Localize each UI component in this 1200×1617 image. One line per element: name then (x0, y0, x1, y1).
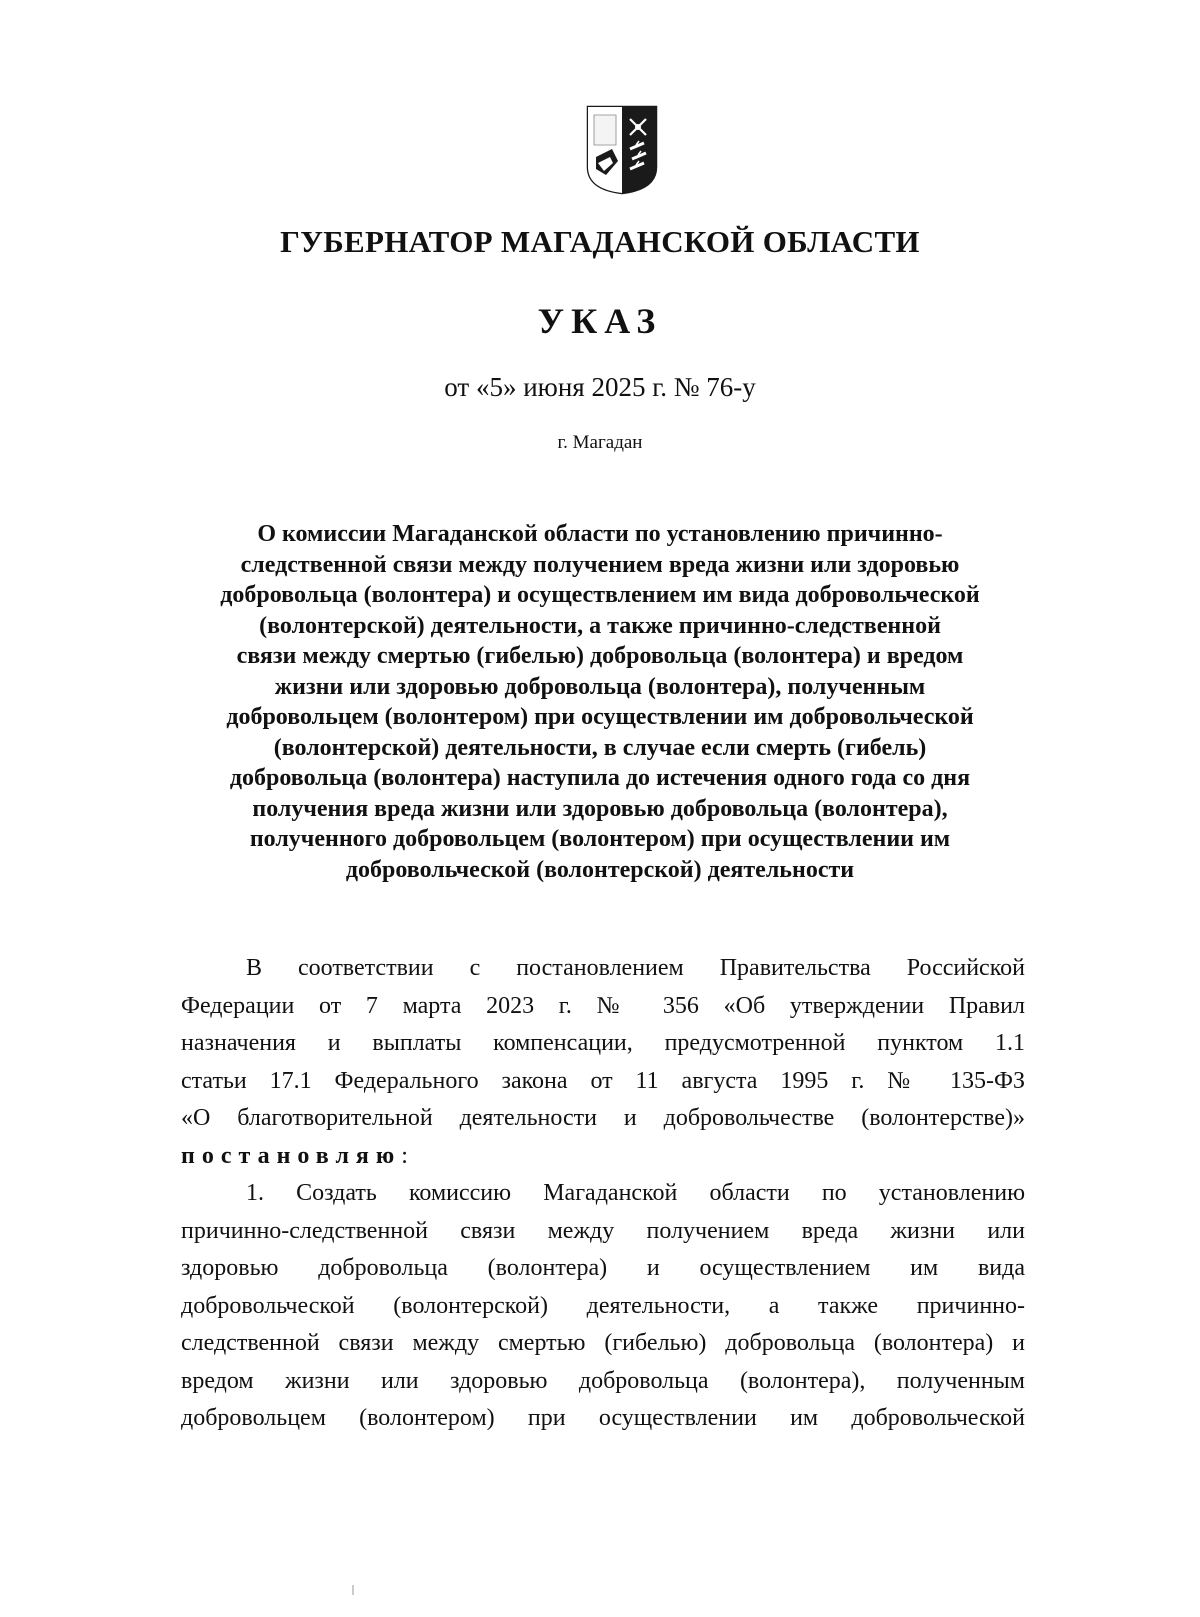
title-line: добровольца (волонтера) наступила до истечения одного года со дня (229, 765, 971, 791)
magadan-coat-of-arms-icon (586, 105, 658, 195)
preamble-line: назначения и выплаты компенсации, предусмотренной пунктом 1.1 (181, 1030, 1025, 1056)
preamble-line: «О благотворительной деятельности и добровольчестве (волонтерстве)» (181, 1105, 1025, 1131)
issue-city: г. Магадан (557, 432, 643, 453)
preamble-line: Федерации от 7 марта 2023 г. № 356 «Об утверждении Правил (181, 992, 1025, 1019)
preamble-line: В соответствии с постановлением Правительства Российской (246, 955, 1025, 981)
date-and-number: от «5» июня 2025 г. № 76-у (444, 372, 756, 402)
item-line: добровольческой (волонтерской) деятельности, а также причинно- (181, 1292, 1025, 1319)
resolve-line (181, 1138, 1025, 1176)
title-line: добровольцем (волонтером) при осуществлении им добровольческой (226, 704, 974, 730)
scan-artifact (352, 1585, 354, 1595)
title-line: получения вреда жизни или здоровью добровольца (волонтера), (252, 795, 948, 822)
decree-title (150, 519, 1050, 885)
item-1-paragraph (181, 1175, 1025, 1438)
title-line: О комиссии Магаданской области по установлению причинно- (257, 521, 943, 547)
item-line: 1. Создать комиссию Магаданской области по установлению (246, 1180, 1025, 1206)
title-line: добровольца (волонтера) и осуществлением им вида добровольческой (220, 582, 980, 608)
item-line: причинно-следственной связи между получением вреда жизни или (181, 1217, 1025, 1244)
title-line: следственной связи между получением вреда жизни или здоровью (240, 551, 960, 578)
preamble-line: статьи 17.1 Федерального закона от 11 августа 1995 г. № 135-ФЗ (181, 1067, 1025, 1094)
title-line: (волонтерской) деятельности, а также причинно-следственной (259, 612, 941, 639)
decree-body (181, 950, 1025, 1438)
item-line: добровольцем (волонтером) при осуществлении им добровольческой (181, 1405, 1025, 1431)
title-line: связи между смертью (гибелью) добровольца (волонтера) и вредом (236, 643, 964, 669)
resolve-word: постановляю (181, 1142, 402, 1169)
title-line: (волонтерской) деятельности, в случае если смерть (гибель) (273, 734, 927, 761)
title-line: добровольческой (волонтерской) деятельности (345, 856, 855, 883)
preamble-paragraph (181, 950, 1025, 1175)
item-line: следственной связи между смертью (гибелью) добровольца (волонтера) и (181, 1330, 1025, 1356)
title-line: жизни или здоровью добровольца (волонтера), полученным (274, 673, 926, 700)
issuing-authority: ГУБЕРНАТОР МАГАДАНСКОЙ ОБЛАСТИ (280, 224, 920, 259)
resolve-colon: : (401, 1142, 408, 1169)
item-line: вредом жизни или здоровью добровольца (волонтера), полученным (181, 1367, 1025, 1394)
title-line: полученного добровольцем (волонтером) при осуществлении им (249, 826, 951, 852)
document-type: УКАЗ (537, 301, 663, 341)
item-line: здоровью добровольца (волонтера) и осуществлением им вида (181, 1255, 1025, 1281)
